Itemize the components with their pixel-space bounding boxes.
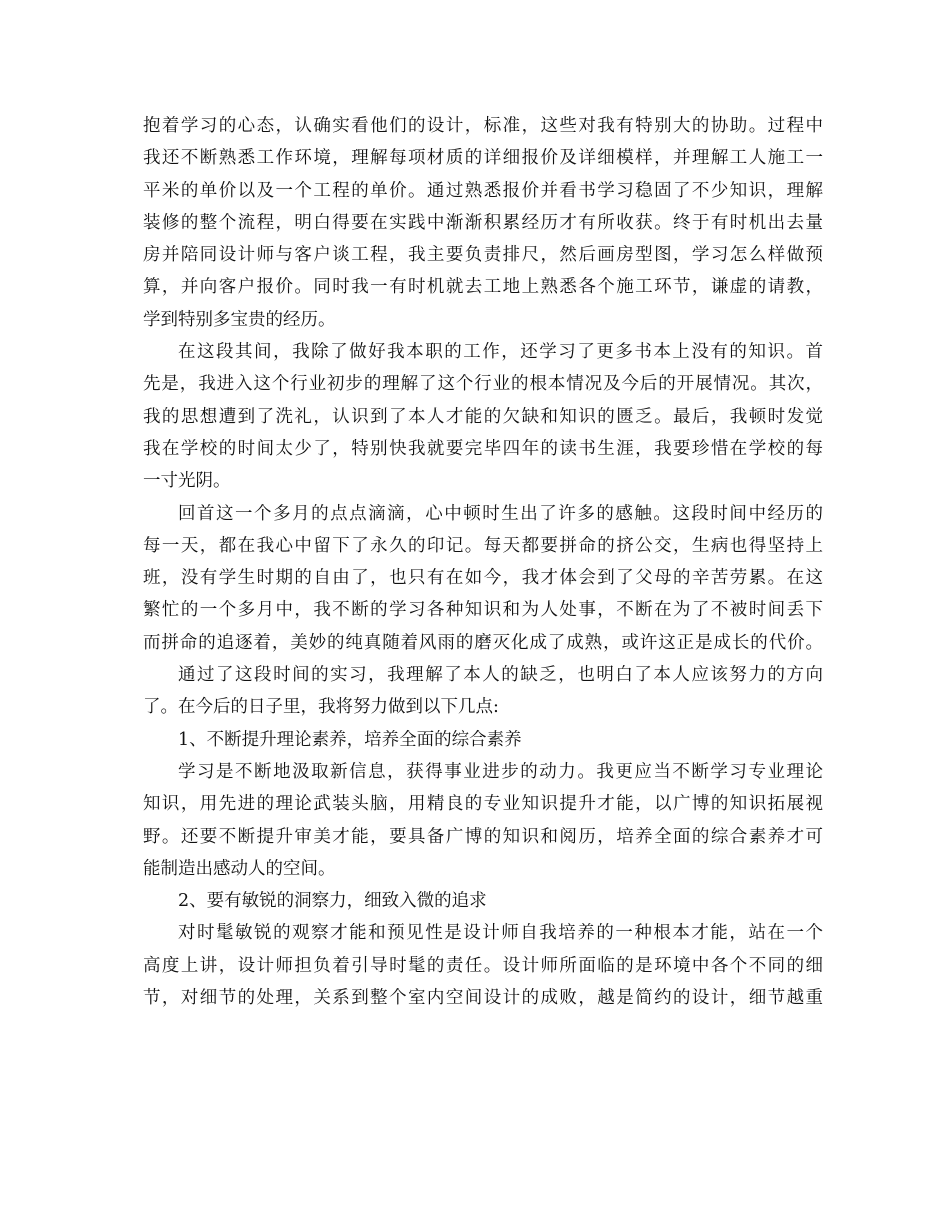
text-line: 野。还要不断提升审美才能，要具备广博的知识和阅历，培养全面的综合素养才可	[143, 826, 823, 847]
text-line: 了。在今后的日子里，我将努力做到以下几点:	[143, 697, 499, 718]
paragraph-5	[143, 756, 823, 885]
text-line: 节，对细节的处理，关系到整个室内空间设计的成败，越是简约的设计，细节越重	[143, 988, 823, 1009]
section-heading-2	[143, 885, 823, 917]
text-line: 装修的整个流程，明白得要在实践中渐渐积累经历才有所收获。终于有时机出去量	[143, 212, 823, 233]
text-line: 对时髦敏锐的观察才能和预见性是设计师自我培养的一种根本才能，站在一个	[178, 923, 823, 944]
text-line: 知识，用先进的理论武装头脑，用精良的专业知识提升才能，以广博的知识拓展视	[143, 794, 823, 815]
text-line: 能制造出感动人的空间。	[143, 858, 336, 879]
text-line: 一寸光阴。	[143, 471, 231, 492]
paragraph-2	[143, 336, 823, 497]
document-body	[143, 110, 823, 1014]
text-line: 每一天，都在我心中留下了永久的印记。每天都要拼命的挤公交，生病也得坚持上	[143, 535, 823, 556]
text-line: 在这段其间，我除了做好我本职的工作，还学习了更多书本上没有的知识。首	[178, 342, 823, 363]
text-line: 高度上讲，设计师担负着引导时髦的责任。设计师所面临的是环境中各个不同的细	[143, 955, 823, 976]
text-line: 而拼命的追逐着，美妙的纯真随着风雨的磨灭化成了成熟，或许这正是成长的代价。	[143, 632, 823, 653]
text-line: 平米的单价以及一个工程的单价。通过熟悉报价并看书学习稳固了不少知识，理解	[143, 180, 823, 201]
text-line: 抱着学习的心态，认确实看他们的设计，标准，这些对我有特别大的协助。过程中	[143, 116, 823, 136]
paragraph-4	[143, 659, 823, 724]
paragraph-3	[143, 498, 823, 659]
text-line: 回首这一个多月的点点滴滴，心中顿时生出了许多的感触。这段时间中经历的	[178, 503, 823, 524]
section-heading-1	[143, 724, 823, 756]
text-line: 我的思想遭到了洗礼，认识到了本人才能的欠缺和知识的匮乏。最后，我顿时发觉	[143, 406, 823, 427]
text-line: 算，并向客户报价。同时我一有时机就去工地上熟悉各个施工环节，谦虚的请教，	[143, 277, 823, 298]
text-line: 房并陪同设计师与客户谈工程，我主要负责排尺，然后画房型图，学习怎么样做预	[143, 245, 823, 266]
text-line: 通过了这段时间的实习，我理解了本人的缺乏，也明白了本人应该努力的方向	[178, 665, 823, 686]
text-line: 我在学校的时间太少了，特别快我就要完毕四年的读书生涯，我要珍惜在学校的每	[143, 438, 823, 459]
heading-text: 1、不断提升理论素养，培养全面的综合素养	[178, 729, 522, 750]
text-line: 繁忙的一个多月中，我不断的学习各种知识和为人处事，不断在为了不被时间丢下	[143, 600, 823, 621]
text-line: 我还不断熟悉工作环境，理解每项材质的详细报价及详细模样，并理解工人施工一	[143, 148, 823, 169]
heading-text: 2、要有敏锐的洞察力，细致入微的追求	[178, 891, 487, 912]
text-line: 学习是不断地汲取新信息，获得事业进步的动力。我更应当不断学习专业理论	[178, 761, 823, 782]
text-line: 学到特别多宝贵的经历。	[143, 309, 336, 330]
text-line: 班，没有学生时期的自由了，也只有在如今，我才体会到了父母的辛苦劳累。在这	[143, 568, 823, 589]
text-line: 先是，我进入这个行业初步的理解了这个行业的根本情况及今后的开展情况。其次，	[143, 374, 823, 395]
paragraph-1	[143, 110, 823, 336]
paragraph-6	[143, 917, 823, 1014]
